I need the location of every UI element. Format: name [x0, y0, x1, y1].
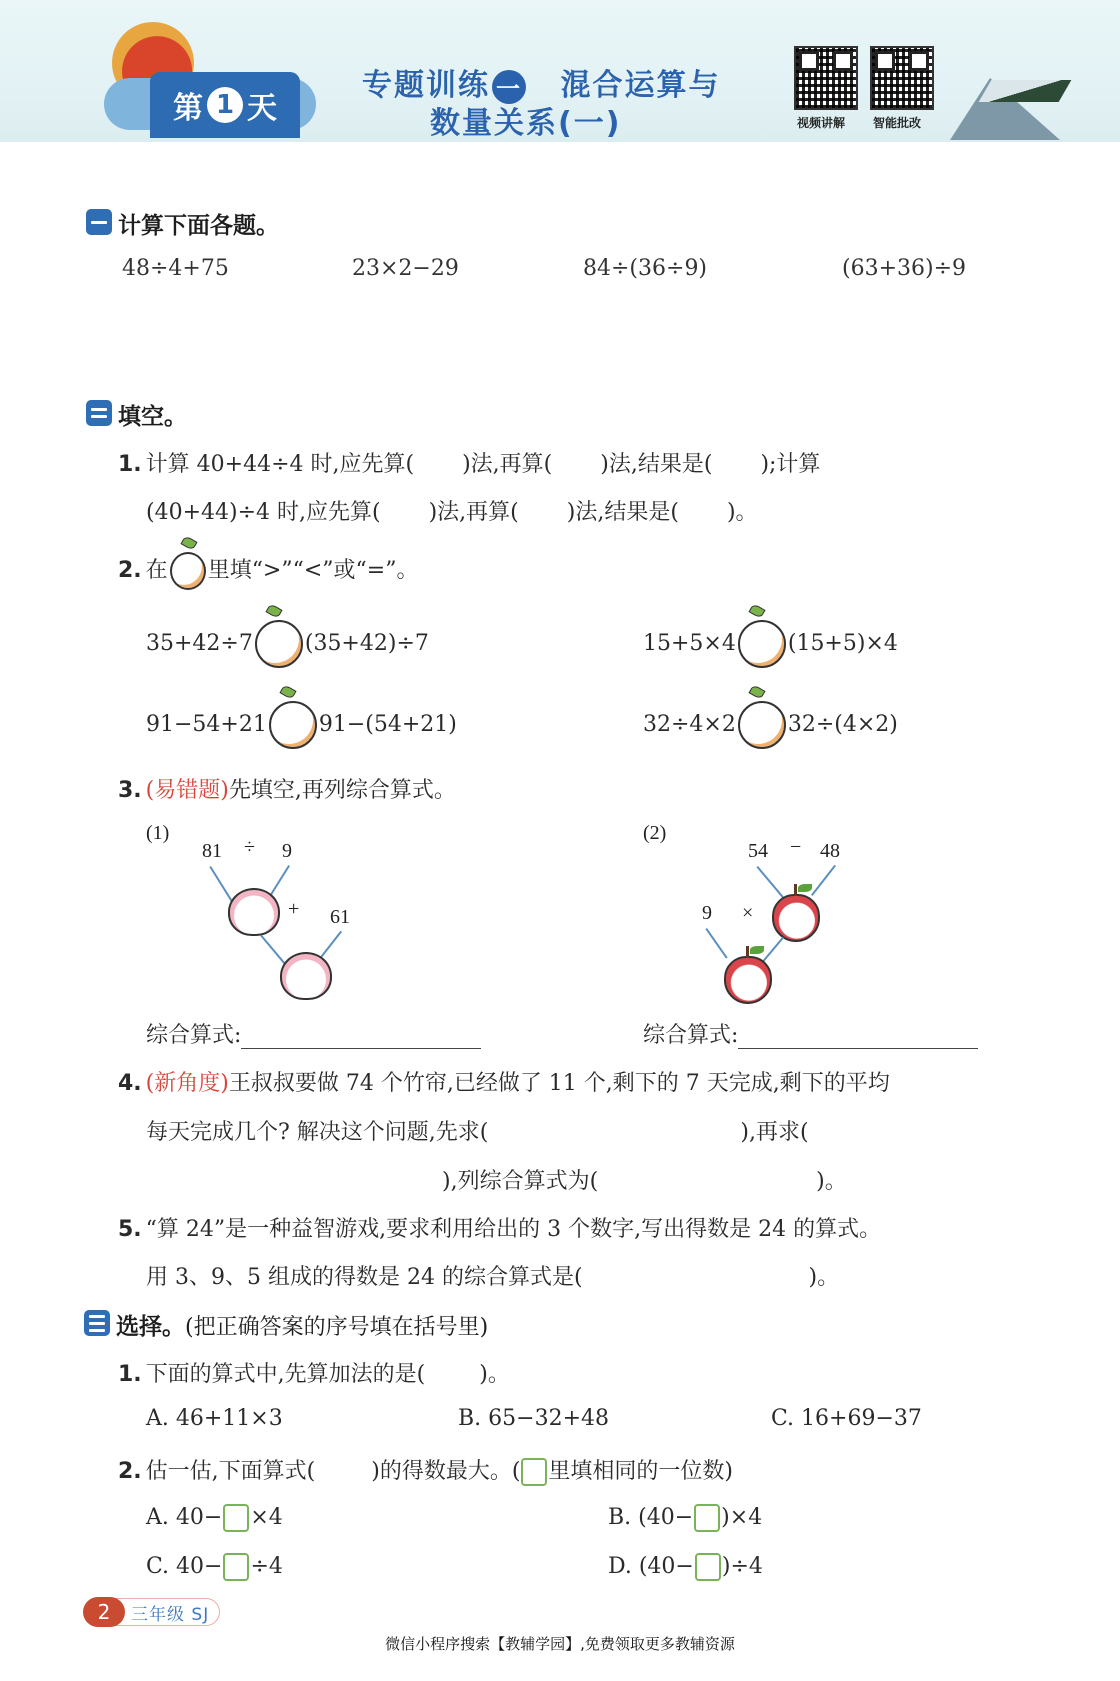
day-number: 1: [207, 87, 243, 123]
expression-4: (63+36)÷9: [842, 256, 967, 281]
part-label: (2): [643, 822, 667, 844]
expression-1: 48÷4+75: [122, 256, 229, 281]
section-one-icon: [86, 209, 112, 235]
qr-code-icon[interactable]: [794, 46, 858, 110]
q2-suffix: 里填“>”“<”或“=”。: [207, 558, 419, 583]
tree-operator: +: [288, 898, 300, 920]
error-prone-tag: (易错题): [145, 778, 229, 803]
q5-text: “算 24”是一种益智游戏,要求利用给出的 3 个数字,写出得数是 24 的算式。: [145, 1217, 882, 1242]
watermark-text: 微信小程序搜索【教辅学园】,免费领取更多教辅资源: [385, 1635, 735, 1653]
persimmon-circle-icon: [170, 552, 206, 590]
option-text: B. (40−: [608, 1505, 694, 1530]
part-label: (1): [146, 822, 170, 844]
expression-2: 23×2−29: [352, 256, 459, 281]
tree-number: 61: [330, 906, 350, 928]
q5-text: 用 3、9、5 组成的得数是 24 的综合算式是(: [146, 1265, 583, 1290]
section-two-title: 填空。: [118, 404, 187, 430]
choice-option-c[interactable]: C. 16+69−37: [771, 1406, 922, 1431]
q1-text-c: )法,结果是(: [600, 452, 713, 477]
q4-text: ),再求(: [740, 1120, 809, 1145]
section-three-title: [116, 1308, 488, 1341]
q1-text-a: 计算 40+44÷4 时,应先算(: [145, 452, 415, 477]
q5-text: )。: [808, 1265, 840, 1290]
option-text: ×4: [250, 1505, 283, 1530]
tree-connector: [757, 866, 785, 899]
formula-label: 综合算式:: [643, 1023, 739, 1048]
grade-label: 三年级 SJ: [131, 1604, 210, 1625]
choice-question-2: [118, 1454, 733, 1486]
new-angle-tag: (新角度): [145, 1071, 229, 1096]
day-badge: [150, 72, 300, 138]
title-number-badge: 一: [492, 70, 526, 104]
q1-text-f: )法,再算(: [428, 500, 519, 525]
question-number: 2.: [118, 1459, 142, 1484]
fill-question-4-line1: [118, 1066, 890, 1097]
expression-3: 84÷(36÷9): [583, 256, 708, 281]
page-title-line2: 数量关系(一): [430, 106, 622, 141]
fill-question-1-line1: [118, 447, 820, 478]
fill-question-5-line1: [118, 1212, 881, 1243]
tree-operator: ×: [742, 902, 754, 924]
qr-code-icon[interactable]: [870, 46, 934, 110]
fill-question-4-line2: [146, 1115, 809, 1146]
tree-number: 9: [702, 902, 712, 924]
compare-circle-input[interactable]: [738, 701, 786, 749]
comparison-row-2: [643, 620, 898, 668]
day-prefix: 第: [173, 91, 203, 126]
option-text: D. (40−: [608, 1554, 694, 1579]
fill-question-5-line2: [146, 1260, 839, 1291]
comparison-left: 91−54+21: [146, 712, 267, 737]
comparison-right: (35+42)÷7: [304, 631, 429, 656]
choice-question-1: [118, 1357, 510, 1388]
question-number: 5.: [118, 1217, 142, 1242]
tree-number: 48: [820, 840, 840, 862]
compare-circle-input[interactable]: [269, 701, 317, 749]
question-number: 3.: [118, 778, 142, 803]
comparison-left: 32÷4×2: [643, 712, 736, 737]
peach-answer-box[interactable]: [228, 888, 280, 936]
fill-question-1-line2: [146, 495, 758, 526]
cq2-text: )的得数最大。(: [371, 1459, 521, 1484]
formula-answer-line[interactable]: [241, 1027, 481, 1049]
page-number: 2: [83, 1597, 125, 1627]
q4-text: ),列综合算式为(: [442, 1169, 599, 1194]
comparison-right: 32÷(4×2): [787, 712, 898, 737]
mountain-ridge-illustration: [979, 80, 1072, 102]
question-number: 2.: [118, 558, 142, 583]
q1-text-h: )。: [726, 500, 758, 525]
choice2-option-d[interactable]: [608, 1553, 763, 1581]
cq2-text: 里填相同的一位数): [548, 1459, 734, 1484]
digit-box-input[interactable]: [694, 1504, 720, 1532]
peach-answer-box[interactable]: [280, 952, 332, 1000]
digit-box-input[interactable]: [695, 1553, 721, 1581]
q3-text: 先填空,再列综合算式。: [228, 778, 456, 803]
page-badge: [84, 1598, 220, 1626]
fill-question-3: [118, 773, 456, 804]
option-text: A. 40−: [146, 1505, 223, 1530]
combined-formula-1: [146, 1018, 481, 1049]
apple-answer-box[interactable]: [724, 956, 772, 1004]
qr-label-video: 视频讲解: [797, 116, 846, 130]
tree-number: 81: [202, 840, 222, 862]
digit-box-input[interactable]: [223, 1504, 249, 1532]
choice2-option-a[interactable]: [146, 1504, 283, 1532]
cq2-text: 估一估,下面算式(: [145, 1459, 316, 1484]
choice2-option-b[interactable]: [608, 1504, 762, 1532]
comparison-left: 15+5×4: [643, 631, 736, 656]
day-suffix: 天: [247, 91, 277, 126]
question-number: 4.: [118, 1071, 142, 1096]
tree-connector: [811, 865, 836, 896]
digit-box-icon: [521, 1458, 547, 1486]
comparison-left: 35+42÷7: [146, 631, 253, 656]
section-one-title: 计算下面各题。: [118, 213, 279, 239]
tree-connector: [706, 928, 728, 958]
option-text: C. 40−: [146, 1554, 223, 1579]
qr-label-grading: 智能批改: [873, 116, 922, 130]
formula-label: 综合算式:: [146, 1023, 242, 1048]
section-three-heading: 选择。: [116, 1314, 185, 1340]
tree-operator: ÷: [244, 836, 255, 858]
q4-text: 王叔叔要做 74 个竹帘,已经做了 11 个,剩下的 7 天完成,剩下的平均: [228, 1071, 890, 1096]
fill-question-4-line3: [442, 1164, 847, 1195]
q4-text: 每天完成几个? 解决这个问题,先求(: [146, 1120, 489, 1145]
comparison-row-4: [643, 701, 898, 749]
q1-text-d: );计算: [760, 452, 821, 477]
title-subject: 混合运算与: [560, 68, 721, 103]
digit-box-input[interactable]: [223, 1553, 249, 1581]
q1-text-b: )法,再算(: [462, 452, 553, 477]
question-number: 1.: [118, 1362, 142, 1387]
comparison-row-1: [146, 620, 429, 668]
q2-prefix: 在: [145, 558, 168, 583]
apple-answer-box[interactable]: [772, 894, 820, 942]
tree-operator: −: [790, 836, 802, 858]
choice-option-b[interactable]: B. 65−32+48: [458, 1406, 610, 1431]
compare-circle-input[interactable]: [255, 620, 303, 668]
formula-answer-line[interactable]: [738, 1027, 978, 1049]
option-text: ÷4: [250, 1554, 283, 1579]
choice2-option-c[interactable]: [146, 1553, 283, 1581]
q4-text: )。: [816, 1169, 847, 1194]
fill-question-2: [118, 552, 418, 590]
cq1-text: )。: [479, 1362, 510, 1387]
question-number: 1.: [118, 452, 142, 477]
header-banner: [0, 0, 1120, 142]
comparison-right: 91−(54+21): [318, 712, 457, 737]
combined-formula-2: [643, 1018, 978, 1049]
option-text: )×4: [721, 1505, 763, 1530]
choice-option-a[interactable]: A. 46+11×3: [146, 1406, 283, 1431]
tree-number: 9: [282, 840, 292, 862]
tree-number: 54: [748, 840, 768, 862]
compare-circle-input[interactable]: [738, 620, 786, 668]
q1-text-g: )法,结果是(: [566, 500, 679, 525]
q1-text-e: (40+44)÷4 时,应先算(: [146, 500, 381, 525]
option-text: )÷4: [721, 1554, 763, 1579]
cq1-text: 下面的算式中,先算加法的是(: [145, 1362, 426, 1387]
comparison-row-3: [146, 701, 457, 749]
title-topic: 专题训练: [362, 68, 490, 103]
section-three-note: (把正确答案的序号填在括号里): [185, 1315, 489, 1340]
section-two-icon: [86, 400, 112, 426]
comparison-right: (15+5)×4: [787, 631, 898, 656]
section-three-icon: [84, 1310, 110, 1336]
